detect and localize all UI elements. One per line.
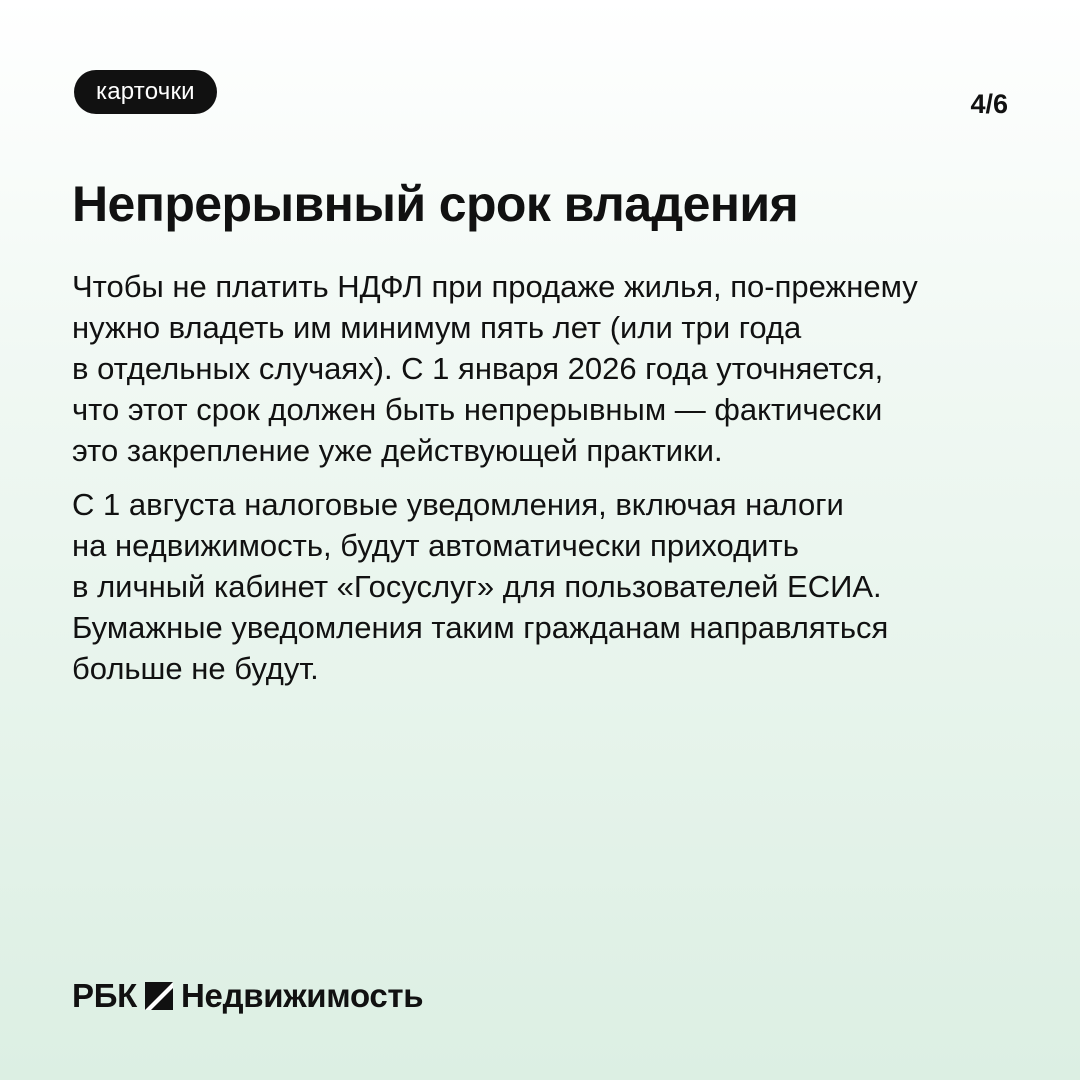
brand-name: Недвижимость bbox=[180, 977, 424, 1014]
paragraph-line: Бумажные уведомления таким гражданам направляться bbox=[72, 610, 889, 645]
body-text bbox=[72, 266, 1032, 689]
paragraph-line: это закрепление уже действующей практики. bbox=[72, 433, 723, 468]
paragraph-line: в отдельных случаях). С 1 января 2026 года уточняется, bbox=[72, 351, 884, 386]
brand-logo bbox=[72, 976, 423, 1016]
paragraph-line: в личный кабинет «Госуслуг» для пользователей ЕСИА. bbox=[72, 569, 882, 604]
paragraph-line: больше не будут. bbox=[72, 651, 319, 686]
page-counter: 4/6 bbox=[970, 89, 1008, 119]
paragraph-line: Чтобы не платить НДФЛ при продаже жилья, по-прежнему bbox=[72, 269, 918, 304]
paragraph-line: что этот срок должен быть непрерывным — фактически bbox=[72, 392, 883, 427]
paragraph-line: на недвижимость, будут автоматически приходить bbox=[72, 528, 799, 563]
category-tag: карточки bbox=[74, 70, 217, 114]
paragraph-1 bbox=[72, 266, 1032, 471]
rbc-slash-mark-icon bbox=[145, 982, 173, 1010]
page-title: Непрерывный срок владения bbox=[72, 176, 799, 232]
brand-prefix: РБК bbox=[72, 977, 137, 1014]
paragraph-line: С 1 августа налоговые уведомления, включая налоги bbox=[72, 487, 844, 522]
paragraph-2 bbox=[72, 484, 1032, 689]
paragraph-line: нужно владеть им минимум пять лет (или три года bbox=[72, 310, 802, 345]
